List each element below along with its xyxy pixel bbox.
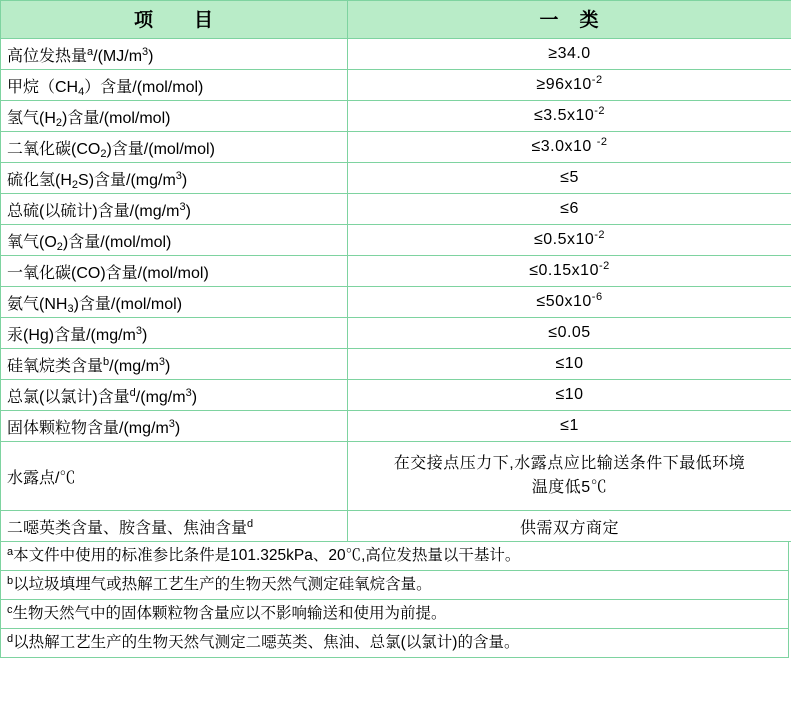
cell-item: 氢气$(H_2)$含量/(mol/mol) xyxy=(1,101,348,132)
cell-item: 氧气$(O_2)$含量/(mol/mol) xyxy=(1,225,348,256)
cell-item: 水露点/℃ xyxy=(1,442,348,511)
cell-item: 二噁英类含量、胺含量、焦油含量$^d$ xyxy=(1,511,348,542)
cell-value: 在交接点压力下,水露点应比输送条件下最低环境温度低5℃ xyxy=(348,442,791,511)
footnote: $^d$以热解工艺生产的生物天然气测定二噁英类、焦油、总氯(以氯计)的含量。 xyxy=(7,632,520,651)
cell-value: ≤1 xyxy=(348,411,791,442)
cell-value: ≤5 xyxy=(348,163,791,194)
cell-value: 供需双方商定 xyxy=(348,511,791,542)
table-row xyxy=(1,380,791,411)
cell-value: ≤6 xyxy=(348,194,791,225)
cell-value: ≤3.0x10 $^{-2}$ xyxy=(348,132,791,163)
table-row xyxy=(1,349,791,380)
table-head xyxy=(1,1,791,39)
cell-value: ≥34.0 xyxy=(348,39,791,70)
cell-item: 硅氧烷类含量$^b/(mg/m^3)$ xyxy=(1,349,348,380)
cell-value: $\le 0.5x10^{-2}$ xyxy=(348,225,791,256)
table-row xyxy=(1,442,791,511)
table-row xyxy=(1,132,791,163)
table-row xyxy=(1,194,791,225)
cell-item: 固体颗粒物含量$/(mg/m^3)$ xyxy=(1,411,348,442)
table-row xyxy=(1,70,791,101)
table-row xyxy=(1,287,791,318)
cell-value: ≤10 xyxy=(348,380,791,411)
column-header-item: 项 目 xyxy=(1,1,348,39)
table-row xyxy=(1,256,791,287)
cell-item: 一氧化碳(CO)含量/(mol/mol) xyxy=(1,256,348,287)
cell-value: ≤10 xyxy=(348,349,791,380)
cell-item: 汞(Hg)含量$/(mg/m^3)$ xyxy=(1,318,348,349)
cell-item: 高位发热量$^a/(MJ/m^3)$ xyxy=(1,39,348,70)
cell-value: $\le 3.5x10^{-2}$ xyxy=(348,101,791,132)
cell-value: $\ge 96x10^{-2}$ xyxy=(348,70,791,101)
cell-value: $\le 50x10^{-6}$ xyxy=(348,287,791,318)
table-row xyxy=(1,39,791,70)
table-row xyxy=(1,101,791,132)
table-row xyxy=(1,225,791,256)
cell-value: ≤0.05 xyxy=(348,318,791,349)
table-header-row xyxy=(1,1,791,39)
column-header-grade: 一 类 xyxy=(348,1,791,39)
cell-item: 总硫(以硫计)含量$/(mg/m^3)$ xyxy=(1,194,348,225)
table-row xyxy=(1,163,791,194)
footnote: $^a$本文件中使用的标准参比条件是101.325kPa、20℃,高位发热量以干基计。 xyxy=(1,542,788,571)
cell-item: 硫化氢$(H_2S)$含量$/(mg/m^3)$ xyxy=(1,163,348,194)
cell-item: 二氧化碳$(CO_2)$含量/(mol/mol) xyxy=(1,132,348,163)
cell-item: 氨气$(NH_3)$含量/(mol/mol) xyxy=(1,287,348,318)
table-row xyxy=(1,411,791,442)
footnote: $^c$生物天然气中的固体颗粒物含量应以不影响输送和使用为前提。 xyxy=(1,600,788,629)
cell-item: 总氯(以氯计)含量$^d/(mg/m^3)$ xyxy=(1,380,348,411)
table-row xyxy=(1,511,791,542)
table-row xyxy=(1,318,791,349)
table-body xyxy=(1,39,791,542)
footnotes-block xyxy=(0,542,789,658)
footnote: $^b$以垃圾填埋气或热解工艺生产的生物天然气测定硅氧烷含量。 xyxy=(1,571,788,600)
cell-item: 甲烷$(CH_4)$含量/(mol/mol) xyxy=(1,70,348,101)
cell-value: $\le 0.15x10^{-2}$ xyxy=(348,256,791,287)
